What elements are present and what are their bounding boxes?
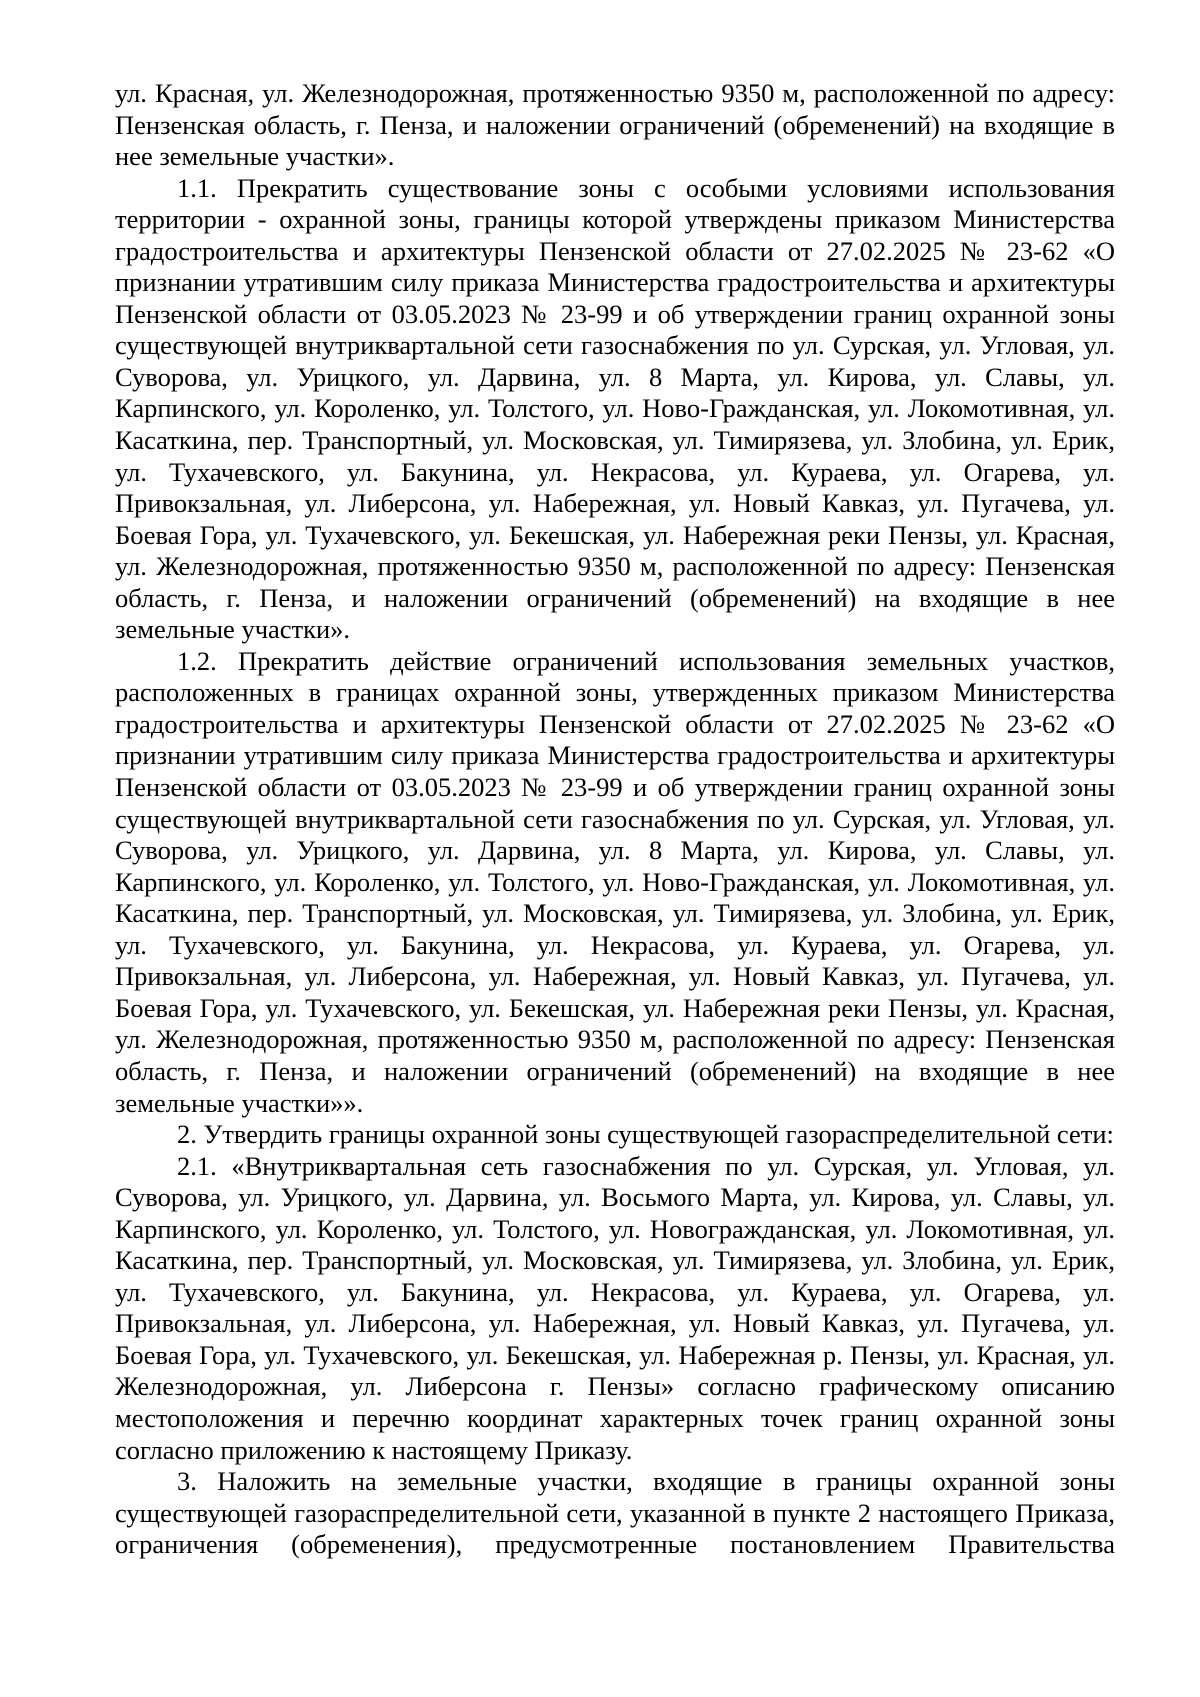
paragraph-1-1: 1.1. Прекратить существование зоны с особыми условиями использования территории - охранной зоны, границы которой утверждены приказом Министерства градостроительства и архитектуры Пензенской области от 27.02.2025 № 23-62 «О признании утратившим силу приказа Министерства градостроительства и архитектуры Пензенской области от 03.05.2023 № 23-99 и об утверждении границ охранной зоны существующей внутриквартальной сети газоснабжения по ул. Сурская, ул. Угловая, ул. Суворова, ул. Урицкого, ул. Дарвина, ул. 8 Марта, ул. Кирова, ул. Славы, ул. Карпинского, ул. Короленко, ул. Толстого, ул. Ново-Гражданская, ул. Локомотивная, ул. Касаткина, пер. Транспортный, ул. Московская, ул. Тимирязева, ул. Злобина, ул. Ерик, ул. Тухачевского, ул. Бакунина, ул. Некрасова, ул. Кураева, ул. Огарева, ул. Привокзальная, ул. Либерсона, ул. Набережная, ул. Новый Кавказ, ул. Пугачева, ул. Боевая Гора, ул. Тухачевского, ул. Бекешская, ул. Набережная реки Пензы, ул. Красная, ул. Железнодорожная, протяженностью 9350 м, расположенной по адресу: Пензенская область, г. Пенза, и наложении ограничений (обременений) на входящие в нее земельные участки».: [115, 172, 1115, 645]
paragraph-2: 2. Утвердить границы охранной зоны существующей газораспределительной сети:: [177, 1119, 1114, 1150]
document-body: [115, 78, 1115, 1561]
paragraph-continuation: ул. Красная, ул. Железнодорожная, протяженностью 9350 м, расположенной по адресу: Пензенская область, г. Пенза, и наложении ограничений (обременений) на входящие в нее земельные участки».: [115, 78, 1115, 172]
paragraph-1-2: 1.2. Прекратить действие ограничений использования земельных участков, расположенных в границах охранной зоны, утвержденных приказом Министерства градостроительства и архитектуры Пензенской области от 27.02.2025 № 23-62 «О признании утратившим силу приказа Министерства градостроительства и архитектуры Пензенской области от 03.05.2023 № 23-99 и об утверждении границ охранной зоны существующей внутриквартальной сети газоснабжения по ул. Сурская, ул. Угловая, ул. Суворова, ул. Урицкого, ул. Дарвина, ул. 8 Марта, ул. Кирова, ул. Славы, ул. Карпинского, ул. Короленко, ул. Толстого, ул. Ново-Гражданская, ул. Локомотивная, ул. Касаткина, пер. Транспортный, ул. Московская, ул. Тимирязева, ул. Злобина, ул. Ерик, ул. Тухачевского, ул. Бакунина, ул. Некрасова, ул. Кураева, ул. Огарева, ул. Привокзальная, ул. Либерсона, ул. Набережная, ул. Новый Кавказ, ул. Пугачева, ул. Боевая Гора, ул. Тухачевского, ул. Бекешская, ул. Набережная реки Пензы, ул. Красная, ул. Железнодорожная, протяженностью 9350 м, расположенной по адресу: Пензенская область, г. Пенза, и наложении ограничений (обременений) на входящие в нее земельные участки»».: [115, 645, 1115, 1118]
paragraph-3: 3. Наложить на земельные участки, входящие в границы охранной зоны существующей газораспределительной сети, указанной в пункте 2 настоящего Приказа, ограничения (обременения), предусмотренные постановлением Правительства: [115, 1466, 1115, 1560]
paragraph-2-1: 2.1. «Внутриквартальная сеть газоснабжения по ул. Сурская, ул. Угловая, ул. Суворова, ул. Урицкого, ул. Дарвина, ул. Восьмого Марта, ул. Кирова, ул. Славы, ул. Карпинского, ул. Короленко, ул. Толстого, ул. Новогражданская, ул. Локомотивная, ул. Касаткина, пер. Транспортный, ул. Московская, ул. Тимирязева, ул. Злобина, ул. Ерик, ул. Тухачевского, ул. Бакунина, ул. Некрасова, ул. Кураева, ул. Огарева, ул. Привокзальная, ул. Либерсона, ул. Набережная, ул. Новый Кавказ, ул. Пугачева, ул. Боевая Гора, ул. Тухачевского, ул. Бекешская, ул. Набережная р. Пензы, ул. Красная, ул. Железнодорожная, ул. Либерсона г. Пензы» согласно графическому описанию местоположения и перечню координат характерных точек границ охранной зоны согласно приложению к настоящему Приказу.: [115, 1150, 1115, 1465]
